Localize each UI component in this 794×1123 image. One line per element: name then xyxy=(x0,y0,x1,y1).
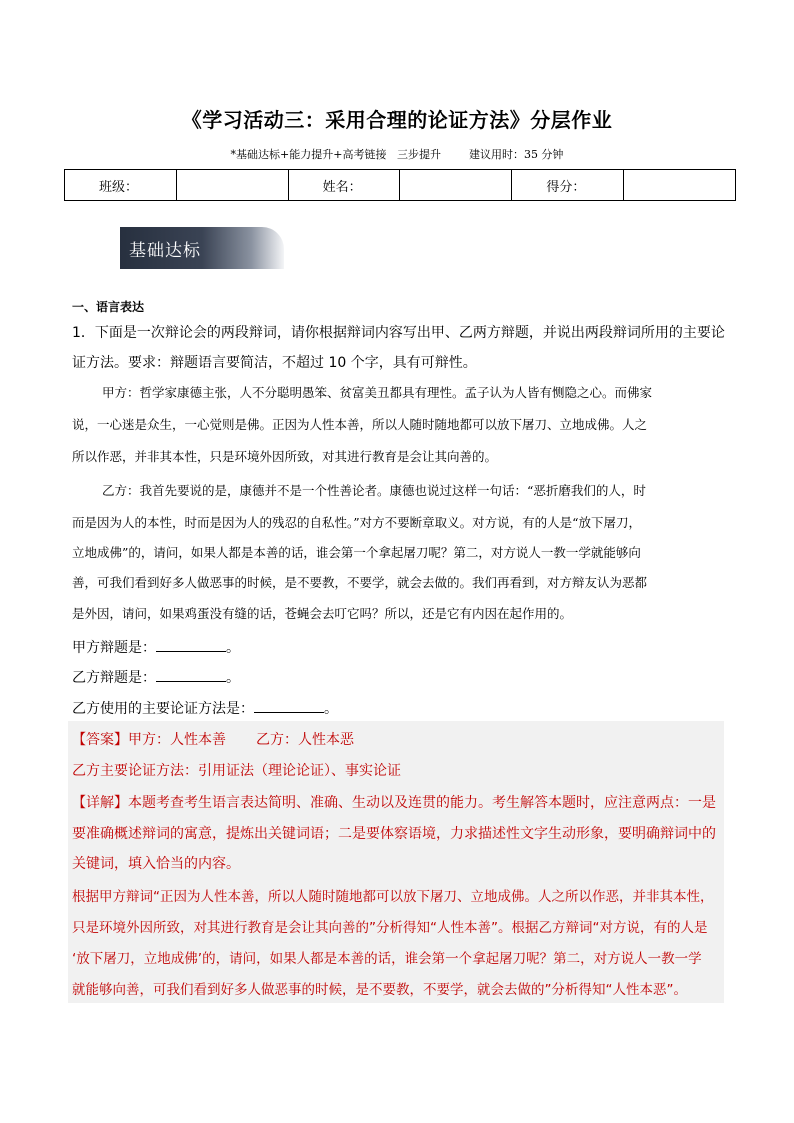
yi-line-3: 立地成佛”的，请问，如果人都是本善的话，谁会第一个拿起屠刀呢？第二，对方说人一教一学就能够向 xyxy=(72,545,641,560)
info-table xyxy=(64,169,736,201)
detail-line-3: 关键词，填入恰当的内容。 xyxy=(72,856,240,872)
yi-line-2: 而是因为人的本性，时而是因为人的残忍的自私性。”对方不要断章取义。对方说，有的人是“放下屠刀， xyxy=(72,515,642,530)
answer-tag: 【答案】 xyxy=(72,732,128,748)
score-label: 得分： xyxy=(512,170,624,201)
answer-row xyxy=(72,729,354,749)
question-line-2: 证方法。要求：辩题语言要简洁，不超过 10 个字，具有可辩性。 xyxy=(72,355,477,371)
blank-method-row xyxy=(72,697,338,718)
blank-jia-row xyxy=(72,636,240,657)
detail-line-6: ‘放下屠刀，立地成佛’的，请问，如果人都是本善的话，谁会第一个拿起屠刀呢？第二，对方说人一教一学 xyxy=(72,951,702,967)
yi-line-5: 是外因，请问，如果鸡蛋没有缝的话，苍蝇会去叮它吗？所以，还是它有内因在起作用的。 xyxy=(72,606,573,621)
blank-yi-field[interactable] xyxy=(156,666,226,682)
yi-line-4: 善，可我们看到好多人做恶事的时候，是不要教，不要学，就会去做的。我们再看到，对方辩友认为恶都 xyxy=(72,575,648,590)
blank-yi-label: 乙方辩题是： xyxy=(72,670,156,686)
detail-line-7: 就能够向善，可我们看到好多人做恶事的时候，是不要教，不要学，就会去做的”分析得知“人性本恶”。 xyxy=(72,982,687,998)
blank-jia-label: 甲方辩题是： xyxy=(72,640,156,656)
blank-method-period: 。 xyxy=(324,701,338,717)
page-subtitle: *基础达标+能力提升+高考链接 三步提升 建议用时：35 分钟 xyxy=(230,148,564,161)
jia-line-1: 甲方：哲学家康德主张，人不分聪明愚笨、贫富美丑都具有理性。孟子认为人皆有恻隐之心。而佛家 xyxy=(102,385,653,400)
blank-yi-row xyxy=(72,666,240,687)
detail-line-1: 本题考查考生语言表达简明、准确、生动以及连贯的能力。考生解答本题时，应注意两点：一是 xyxy=(128,795,716,811)
page-title: 《学习活动三：采用合理的论证方法》分层作业 xyxy=(181,108,613,132)
blank-jia-field[interactable] xyxy=(156,636,226,652)
jia-line-2: 说，一心迷是众生，一心觉则是佛。正因为人性本善，所以人随时随地都可以放下屠刀、立地成佛。人之 xyxy=(72,417,648,432)
banner-label: 基础达标 xyxy=(129,241,201,261)
jia-line-3: 所以作恶，并非其本性，只是环境外因所致，对其进行教育是会让其向善的。 xyxy=(72,449,498,464)
section-banner xyxy=(120,227,284,269)
answer-jia: 甲方：人性本善 xyxy=(128,732,226,748)
blank-method-label: 乙方使用的主要论证方法是： xyxy=(72,701,254,717)
section-title: 一、语言表达 xyxy=(72,300,145,314)
name-field[interactable] xyxy=(400,170,512,201)
class-field[interactable] xyxy=(176,170,288,201)
detail-line-2: 要准确概述辩词的寓意，提炼出关键词语；二是要体察语境，力求描述性文字生动形象，要明确辩词中的 xyxy=(72,826,716,842)
detail-row-1 xyxy=(72,792,716,812)
yi-line-1: 乙方：我首先要说的是，康德并不是一个性善论者。康德也说过这样一句话：“恶折磨我们的人，时 xyxy=(102,483,646,498)
class-label: 班级： xyxy=(65,170,177,201)
detail-tag: 【详解】 xyxy=(72,795,128,811)
blank-yi-period: 。 xyxy=(226,670,240,686)
blank-jia-period: 。 xyxy=(226,640,240,656)
score-field[interactable] xyxy=(624,170,736,201)
answer-yi: 乙方：人性本恶 xyxy=(256,732,354,748)
question-line-1: 1．下面是一次辩论会的两段辩词，请你根据辩词内容写出甲、乙两方辩题，并说出两段辩词所用的主要论 xyxy=(72,325,725,341)
answer-method: 乙方主要论证方法：引用证法（理论论证）、事实论证 xyxy=(72,763,401,779)
detail-line-4: 根据甲方辩词“正因为人性本善，所以人随时随地都可以放下屠刀、立地成佛。人之所以作恶，并非其本性， xyxy=(72,889,714,905)
name-label: 姓名： xyxy=(288,170,400,201)
blank-method-field[interactable] xyxy=(254,697,324,713)
detail-line-5: 只是环境外因所致，对其进行教育是会让其向善的”分析得知“人性本善”。根据乙方辩词“对方说，有的人是 xyxy=(72,920,708,936)
